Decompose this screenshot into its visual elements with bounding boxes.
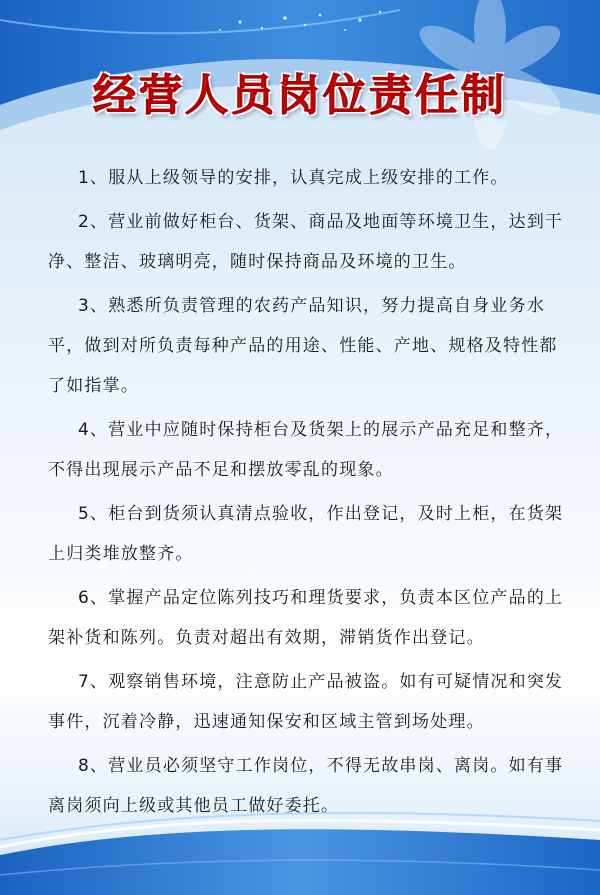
- rules-list: [48, 158, 564, 830]
- footer-wave-background: [0, 785, 600, 895]
- rule-item-8: 8、营业员必须坚守工作岗位，不得无故串岗、离岗。如有事离岗须向上级或其他员工做好委托。: [48, 756, 564, 816]
- rule-item-1: 1、服从上级领导的安排，认真完成上级安排的工作。: [78, 168, 509, 188]
- rule-item-2: 2、营业前做好柜台、货架、商品及地面等环境卫生，达到干净、整洁、玻璃明亮，随时保持商品及环境的卫生。: [48, 212, 564, 272]
- rule-item-3: 3、熟悉所负责管理的农药产品知识，努力提高自身业务水平，做到对所负责每种产品的用途、性能、产地、规格及特性都了如指掌。: [48, 296, 558, 396]
- rule-item-7: 7、观察销售环境，注意防止产品被盗。如有可疑情况和突发事件，沉着冷静，迅速通知保安和区域主管到场处理。: [48, 672, 564, 732]
- rule-item-4: 4、营业中应随时保持柜台及货架上的展示产品充足和整齐，不得出现展示产品不足和摆放零乱的现象。: [48, 420, 564, 480]
- page-title: 经营人员岗位责任制: [93, 71, 507, 121]
- rule-item-6: 6、掌握产品定位陈列技巧和理货要求，负责本区位产品的上架补货和陈列。负责对超出有效期，滞销货作出登记。: [48, 588, 564, 648]
- rule-item-5: 5、柜台到货须认真清点验收，作出登记，及时上柜，在货架上归类堆放整齐。: [48, 504, 564, 564]
